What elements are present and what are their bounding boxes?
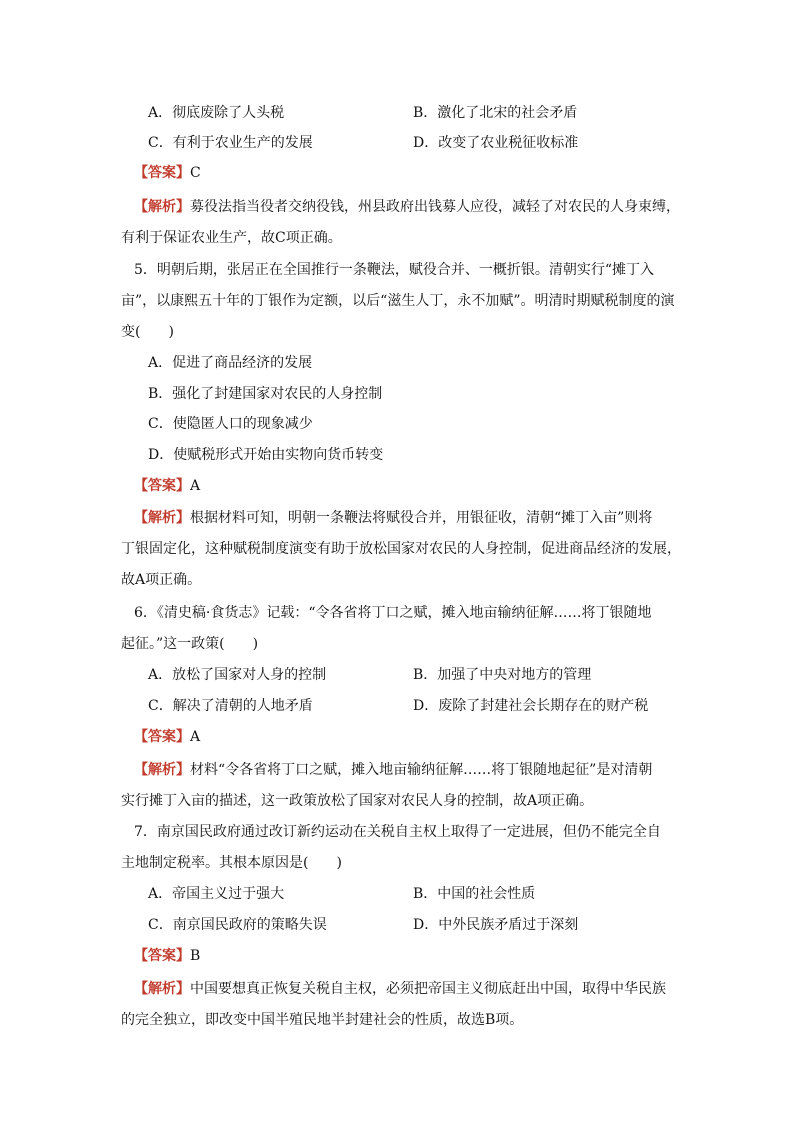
answer-value: A: [190, 478, 201, 494]
analysis-label: 【解析】: [134, 762, 190, 778]
q6-analysis-line2: 实行摊丁入亩的描述，这一政策放松了国家对农民人身的控制，故A项正确。: [121, 793, 594, 809]
analysis-text: 中国要想真正恢复关税自主权，必须把帝国主义彻底赶出中国，取得中华民族: [190, 981, 666, 997]
analysis-label: 【解析】: [134, 510, 190, 526]
analysis-text: 根据材料可知，明朝一条鞭法将赋役合并，用银征收，清朝“摊丁入亩”则将: [190, 510, 653, 526]
analysis-text: 募役法指当役者交纳役钱，州县政府出钱募人应役，减轻了对农民的人身束缚，: [190, 199, 680, 215]
q7-analysis-line1: [134, 979, 666, 999]
q5-stem-line1: 5．明朝后期，张居正在全国推行一条鞭法，赋役合并、一概折银。清朝实行“摊丁入: [134, 262, 655, 278]
q7-option-a: A．帝国主义过于强大: [148, 886, 285, 902]
q6-analysis-line1: [134, 760, 652, 780]
q7-analysis-line2: 的完全独立，即改变中国半殖民地半封建社会的性质，故选B项。: [121, 1012, 524, 1028]
q4-analysis-line1: [134, 197, 680, 217]
q6-option-a: A．放松了国家对人身的控制: [148, 667, 327, 683]
answer-label: 【答案】: [134, 165, 190, 181]
q5-option-c: C．使隐匿人口的现象减少: [148, 416, 313, 432]
q7-answer: [134, 946, 200, 966]
q7-option-b: B．中国的社会性质: [413, 886, 536, 902]
q4-option-a: A．彻底废除了人头税: [148, 105, 285, 121]
q6-stem-line1: 6．《清史稿·食货志》记载：“令各省将丁口之赋，摊入地亩输纳征解……将丁银随地: [134, 605, 652, 621]
answer-label: 【答案】: [134, 948, 190, 964]
analysis-text: 材料“令各省将丁口之赋，摊入地亩输纳征解……将丁银随地起征”是对清朝: [190, 762, 653, 778]
q5-option-a: A．促进了商品经济的发展: [148, 355, 313, 371]
q4-option-d: D．改变了农业税征收标准: [413, 135, 579, 151]
answer-label: 【答案】: [134, 729, 190, 745]
q5-analysis-line2: 丁银固定化，这种赋税制度演变有助于放松国家对农民的人身控制，促进商品经济的发展，: [121, 541, 681, 557]
answer-label: 【答案】: [134, 478, 190, 494]
answer-value: C: [190, 165, 201, 181]
q7-stem-line1: 7．南京国民政府通过改订新约运动在关税自主权上取得了一定进展，但仍不能完全自: [134, 824, 661, 840]
answer-value: B: [190, 948, 201, 964]
q5-analysis-line3: 故A项正确。: [121, 572, 202, 588]
q4-option-c: C．有利于农业生产的发展: [148, 135, 313, 151]
q5-answer: [134, 476, 200, 496]
q4-analysis-line2: 有利于保证农业生产，故C项正确。: [121, 230, 342, 246]
q6-answer: [134, 727, 200, 747]
q4-option-b: B．激化了北宋的社会矛盾: [413, 105, 578, 121]
q5-stem-line3: 变( ): [121, 324, 174, 340]
q4-answer: [134, 163, 201, 183]
answer-value: A: [190, 729, 201, 745]
q5-option-b: B．强化了封建国家对农民的人身控制: [148, 386, 383, 402]
q5-option-d: D．使赋税形式开始由实物向货币转变: [148, 447, 384, 463]
q7-option-c: C．南京国民政府的策略失误: [148, 917, 327, 933]
q6-option-b: B．加强了中央对地方的管理: [413, 667, 592, 683]
q6-option-d: D．废除了封建社会长期存在的财产税: [413, 698, 649, 714]
q5-stem-line2: 亩”，以康熙五十年的丁银作为定额，以后“滋生人丁，永不加赋”。明清时期赋税制度的演: [121, 293, 675, 309]
q5-analysis-line1: [134, 508, 652, 528]
q6-stem-line2: 起征。”这一政策( ): [121, 636, 259, 652]
q7-stem-line2: 主地制定税率。其根本原因是( ): [121, 855, 342, 871]
analysis-label: 【解析】: [134, 981, 190, 997]
q7-option-d: D．中外民族矛盾过于深刻: [413, 917, 579, 933]
q6-option-c: C．解决了清朝的人地矛盾: [148, 698, 313, 714]
analysis-label: 【解析】: [134, 199, 190, 215]
